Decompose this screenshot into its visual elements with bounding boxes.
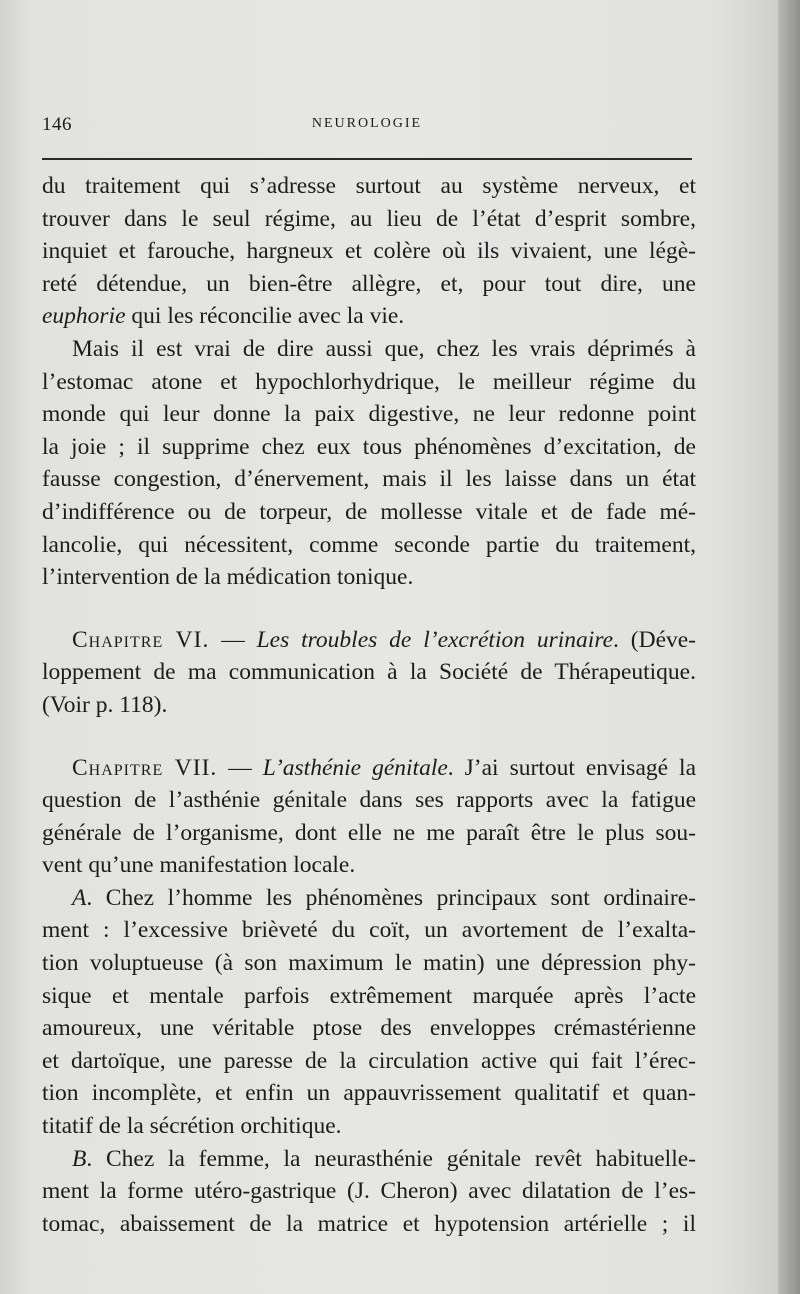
text-line: inquiet et farouche, hargneux et colère où ils vivaient, une légè-: [42, 238, 696, 265]
paragraph-continuation: [42, 170, 696, 333]
running-title: NEUROLOGIE: [311, 116, 423, 131]
paragraph-gap: [42, 722, 696, 752]
paragraph-a-men: [42, 882, 696, 1143]
text-line: ment la forme utéro-gastrique (J. Cheron) avec dilatation de l’es-: [42, 1178, 696, 1205]
text-line: fausse congestion, d’énervement, mais il les laisse dans un état: [42, 466, 696, 493]
text-line: l’estomac atone et hypochlorhydrique, le meilleur régime du: [42, 368, 696, 395]
text-line: sique et mentale parfois extrêmement marquée après l’acte: [42, 982, 696, 1009]
text-run: qui les réconcilie avec la vie.: [125, 303, 405, 330]
text-line: reté détendue, un bien-être allègre, et, pour tout dire, une: [42, 270, 696, 297]
page-number: 146: [42, 114, 72, 135]
text-line: générale de l’organisme, dont elle ne me paraît être le plus sou-: [42, 819, 696, 846]
text-line: monde qui leur donne la paix digestive, ne leur redonne point: [42, 401, 696, 428]
text-line: ment : l’excessive brièveté du coït, un avortement de l’exalta-: [42, 917, 696, 944]
header-rule: [42, 158, 692, 160]
text-line: l’intervention de la médication tonique.: [42, 564, 414, 591]
text-line: [42, 624, 696, 657]
text-run: . Chez l’homme les phénomènes principaux sont ordinaire-: [86, 884, 696, 911]
paragraph-depressed-patients: [42, 333, 696, 594]
text-run: . Chez la femme, la neurasthénie génitale revêt habituelle-: [86, 1145, 696, 1172]
text-line: du traitement qui s’adresse surtout au système nerveux, et: [42, 173, 696, 199]
text-line: [42, 1143, 696, 1176]
text-line: lancolie, qui nécessitent, comme seconde partie du traitement,: [42, 531, 696, 558]
text-line: et dartoïque, une paresse de la circulation active qui fait l’érec-: [42, 1047, 696, 1074]
text-line: trouver dans le seul régime, au lieu de l’état d’esprit sombre,: [42, 205, 696, 232]
text-line: tion incomplète, et enfin un appauvrissement qualitatif et quan-: [42, 1080, 696, 1107]
page-body: [42, 170, 696, 1240]
text-line: d’indifférence ou de torpeur, de mollesse vitale et de fade mé-: [42, 498, 696, 525]
text-run: . (Déve-: [613, 626, 697, 653]
text-line: loppement de ma communication à la Société de Thérapeutique.: [42, 659, 696, 686]
chapter-label: Chapitre VI.: [72, 626, 210, 653]
page-header: [42, 110, 692, 140]
text-line: [42, 752, 696, 785]
text-run: —: [209, 626, 257, 653]
italic-term: euphorie: [42, 303, 126, 330]
text-line: tomac, abaissement de la matrice et hypotension artérielle ; il: [42, 1210, 696, 1237]
text-line: tion voluptueuse (à son maximum le matin) une dépression phy-: [42, 950, 696, 977]
chapter-title: L’asthénie génitale: [262, 754, 448, 781]
text-line: titatif de la sécrétion orchitique.: [42, 1113, 342, 1140]
text-line: question de l’asthénie génitale dans ses rapports avec la fatigue: [42, 787, 696, 814]
text-line: (Voir p. 118).: [42, 691, 168, 718]
section-letter: B: [72, 1145, 87, 1172]
text-line: [42, 300, 696, 333]
chapter-vii-entry: [42, 752, 696, 882]
text-line: [42, 882, 696, 915]
text-line: la joie ; il supprime chez eux tous phénomènes d’excitation, de: [42, 433, 696, 460]
section-letter: A: [72, 884, 87, 911]
text-run: . J’ai surtout envisagé la: [447, 754, 696, 781]
chapter-label: Chapitre VII.: [72, 754, 218, 781]
page-edge: [778, 0, 800, 1294]
chapter-vi-entry: [42, 624, 696, 722]
paragraph-gap: [42, 594, 696, 624]
paragraph-b-women: [42, 1143, 696, 1241]
chapter-title: Les troubles de l’excrétion urinaire: [256, 626, 614, 653]
text-line: amoureux, une véritable ptose des enveloppes crémastérienne: [42, 1015, 696, 1042]
text-line: vent qu’une manifestation locale.: [42, 852, 356, 879]
text-line: Mais il est vrai de dire aussi que, chez les vrais déprimés à: [72, 335, 696, 362]
text-run: —: [217, 754, 263, 781]
